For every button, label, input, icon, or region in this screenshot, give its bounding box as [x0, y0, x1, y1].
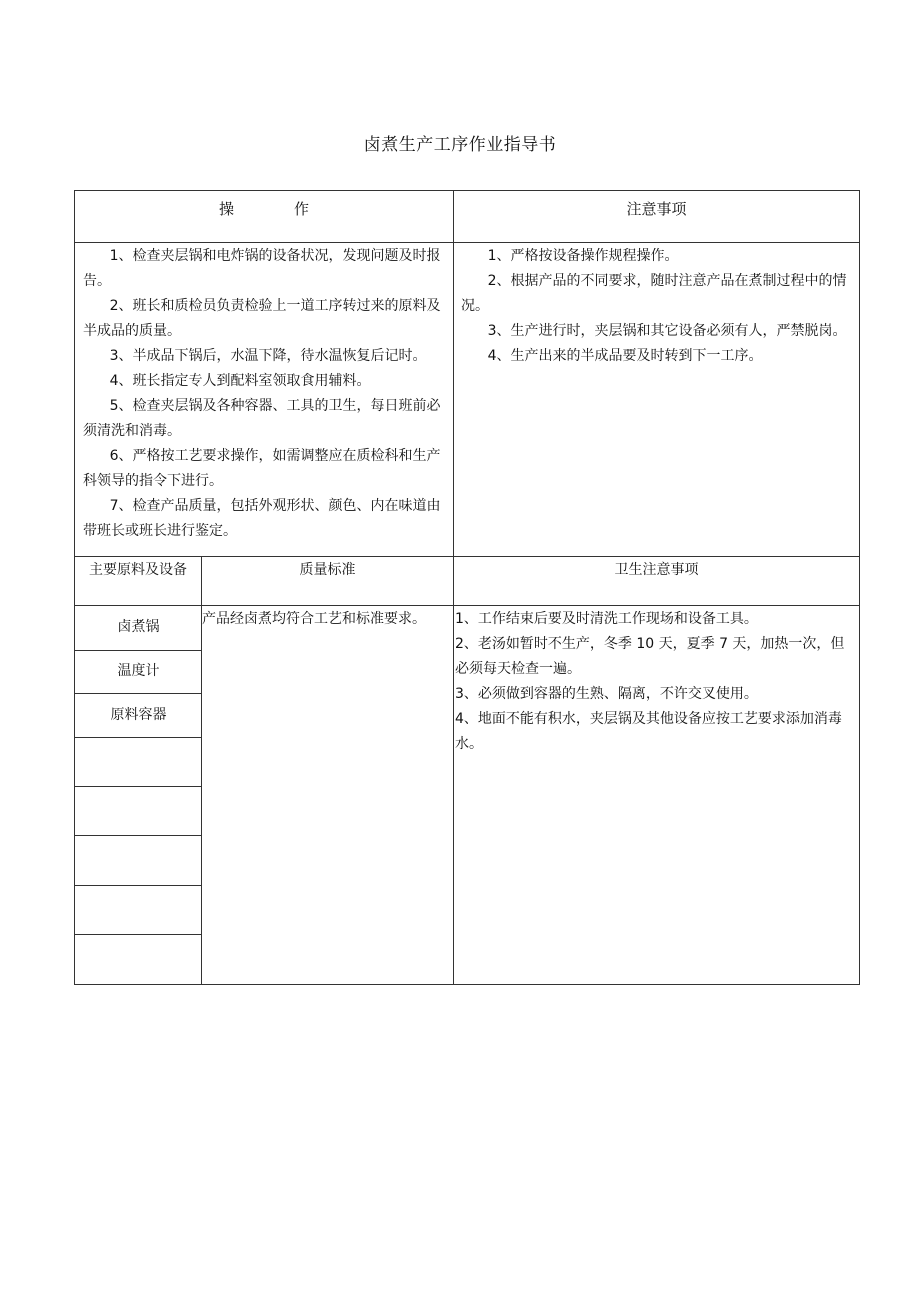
hygiene-item: 1、工作结束后要及时清洗工作现场和设备工具。 [455, 611, 758, 627]
instruction-table [74, 190, 860, 985]
note-item: 2、根据产品的不同要求，随时注意产品在煮制过程中的情况。 [461, 273, 847, 314]
divider-main-vertical [453, 191, 454, 984]
quality-standard: 产品经卤煮均符合工艺和标准要求。 [202, 611, 426, 627]
divider-material-row [75, 934, 202, 935]
divider-section-split [75, 556, 859, 557]
quality-header: 质量标准 [299, 562, 356, 578]
notes-list [461, 244, 855, 369]
operation-step: 6、严格按工艺要求操作，如需调整应在质检科和生产科领导的指令下进行。 [83, 448, 441, 489]
divider-header-bottom [75, 242, 859, 243]
note-item: 3、生产进行时，夹层锅和其它设备必须有人，严禁脱岗。 [487, 323, 847, 339]
operation-step: 3、半成品下锅后，水温下降，待水温恢复后记时。 [109, 348, 427, 364]
divider-subheader-bottom [75, 605, 859, 606]
hygiene-item: 3、必须做到容器的生熟、隔离，不许交叉使用。 [455, 686, 758, 702]
hygiene-item: 4、地面不能有积水，夹层锅及其他设备应按工艺要求添加消毒水。 [455, 711, 842, 752]
materials-header: 主要原料及设备 [89, 562, 187, 578]
material-item: 卤煮锅 [117, 619, 160, 635]
operation-step: 5、检查夹层锅及各种容器、工具的卫生，每日班前必须清洗和消毒。 [83, 398, 441, 439]
notes-header: 注意事项 [626, 200, 687, 218]
operation-step: 1、检查夹层锅和电炸锅的设备状况，发现问题及时报告。 [83, 248, 441, 289]
hygiene-item: 2、老汤如暂时不生产，冬季 10 天，夏季 7 天，加热一次，但必须每天检查一遍。 [455, 636, 845, 677]
note-item: 4、生产出来的半成品要及时转到下一工序。 [487, 348, 763, 364]
divider-material-row [75, 650, 202, 651]
divider-material-row [75, 885, 202, 886]
divider-material-row [75, 737, 202, 738]
divider-material-row [75, 693, 202, 694]
operation-header: 操 作 [218, 200, 309, 218]
operation-step: 4、班长指定专人到配料室领取食用辅料。 [109, 373, 371, 389]
material-item: 原料容器 [110, 707, 167, 723]
operation-step: 7、检查产品质量，包括外观形状、颜色、内在味道由带班长或班长进行鉴定。 [83, 498, 441, 539]
divider-material-row [75, 786, 202, 787]
hygiene-header: 卫生注意事项 [614, 562, 699, 578]
note-item: 1、严格按设备操作规程操作。 [487, 248, 679, 264]
hygiene-list [455, 607, 857, 757]
operation-step: 2、班长和质检员负责检验上一道工序转过来的原料及半成品的质量。 [83, 298, 441, 339]
material-item: 温度计 [117, 663, 160, 679]
divider-material-row [75, 835, 202, 836]
operation-list [83, 244, 453, 544]
document-title: 卤煮生产工序作业指导书 [363, 135, 557, 155]
